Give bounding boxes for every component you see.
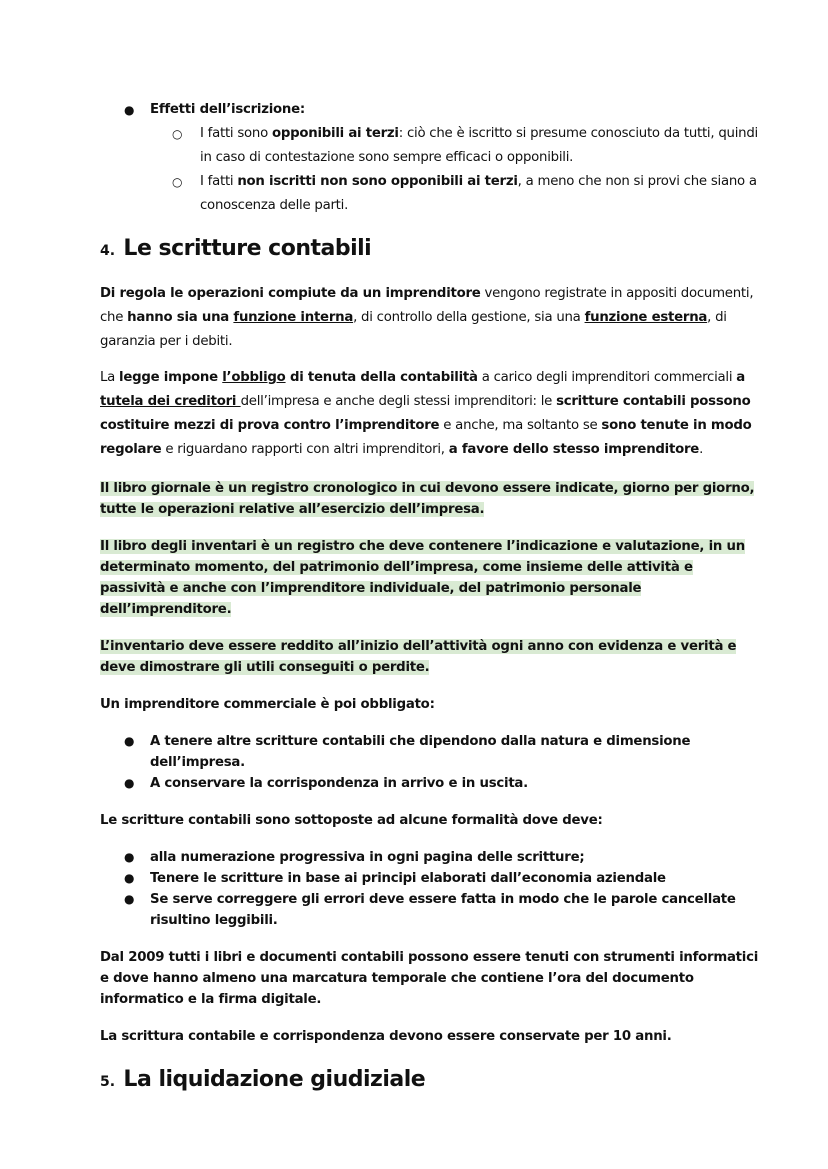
paragraph-10-anni: La scrittura contabile e corrispondenza devono essere conservate per 10 anni. [100,1029,672,1044]
bullet-icon: ● [124,103,135,117]
text: e anche, ma soltanto se [439,418,602,433]
bold-text: a [736,370,746,385]
bold-text: Di regola le operazioni compiute da un imprenditore [100,286,481,301]
list-item [100,773,762,794]
list-item-text: alla numerazione progressiva in ogni pagina delle scritture; [150,850,585,865]
bullet-icon: ● [124,734,135,748]
bullet-icon: ● [124,850,135,864]
underlined-text: funzione interna [233,310,354,325]
bold-text: sono tenute in modo regolare [100,418,752,457]
text: a carico degli imprenditori commerciali [477,370,737,385]
paragraph-legge [100,366,762,462]
section-heading-4 [100,232,762,266]
list-item-text: Tenere le scritture in base ai principi elaborati dall’economia aziendale [150,871,666,886]
list-item [100,868,762,889]
effetti-list [100,98,762,218]
sub-list-item [100,122,762,170]
bold-text: opponibili ai terzi [271,126,399,141]
list-item [100,847,762,868]
section-title: La liquidazione giudiziale [123,1067,426,1092]
highlighted-text: Il libro degli inventari è un registro che deve contenere l’indicazione e valutazione, in un determinato momento, del patrimonio dell’impresa, come insieme delle attività e passività e anche con l’imprenditore individuale, del patrimonio personale dell’imprenditore. [100,539,745,617]
document-content [100,98,762,1097]
text: , a meno che non si provi che siano a conoscenza delle parti. [200,174,757,213]
highlight-inventario [100,636,762,678]
underlined-text: tutela dei creditori [100,394,241,409]
paragraph-2009: Dal 2009 tutti i libri e documenti contabili possono essere tenuti con strumenti informatici e dove hanno almeno una marcatura temporale che contiene l’ora del documento informatico e la firma digitale. [100,950,759,1007]
highlighted-text: L’inventario deve essere reddito all’inizio dell’attività ogni anno con evidenza e verità e deve dimostrare gli utili conseguiti o perdite. [100,639,737,675]
text: e riguardano rapporti con altri imprenditori, [161,442,449,457]
obbligato-intro: Un imprenditore commerciale è poi obbligato: [100,697,435,712]
underlined-text: l’obbligo [222,370,286,385]
formalita-list [100,847,762,931]
bullet-icon: ● [124,776,135,790]
list-item-text: A conservare la corrispondenza in arrivo e in uscita. [150,776,528,791]
text: I fatti sono [200,126,272,141]
obbligato-list [100,731,762,794]
section-title: Le scritture contabili [123,236,372,261]
bullet-icon: ● [124,892,135,906]
text: . [699,442,704,457]
text: , di garanzia per i debiti. [100,310,727,349]
text: I fatti [200,174,238,189]
text: vengono registrate in appositi documenti, che [100,286,754,325]
circle-bullet-icon: ○ [172,175,183,189]
formalita-intro: Le scritture contabili sono sottoposte ad alcune formalità dove deve: [100,813,603,828]
paragraph-regola [100,282,762,354]
underlined-text: funzione esterna [584,310,708,325]
text: , di controllo della gestione, sia una [353,310,585,325]
text: dell’impresa e anche degli stessi imprenditori: le [240,394,557,409]
text: La [100,370,120,385]
list-item-text: A tenere altre scritture contabili che dipendono dalla natura e dimensione dell’impresa. [150,734,691,770]
list-item-text: Se serve correggere gli errori deve essere fatta in modo che le parole cancellate risultino leggibili. [150,892,736,928]
bold-text: legge impone [119,370,223,385]
section-number: 5. [100,1074,116,1090]
bold-text: non iscritti non sono opponibili ai terzi [237,174,518,189]
text: : ciò che è iscritto si presume conosciuto da tutti, quindi in caso di contestazione sono sempre efficaci o opponibili. [200,126,758,165]
highlight-libro-giornale [100,478,762,520]
list-item [100,889,762,931]
circle-bullet-icon: ○ [172,127,183,141]
highlighted-text: Il libro giornale è un registro cronologico in cui devono essere indicate, giorno per giorno, tutte le operazioni relative all’esercizio dell’impresa. [100,481,755,517]
list-item [100,98,762,122]
highlight-libro-inventari [100,536,762,620]
section-heading-5 [100,1063,762,1097]
section-number: 4. [100,243,116,259]
bold-text: di tenuta della contabilità [285,370,478,385]
bold-text: scritture contabili possono costituire mezzi di prova contro l’imprenditore [100,394,751,433]
bold-text: hanno sia una [127,310,234,325]
sub-list-item [100,170,762,218]
bullet-icon: ● [124,871,135,885]
effetti-label: Effetti dell’iscrizione: [150,102,305,117]
bold-text: a favore dello stesso imprenditore [448,442,700,457]
list-item [100,731,762,773]
